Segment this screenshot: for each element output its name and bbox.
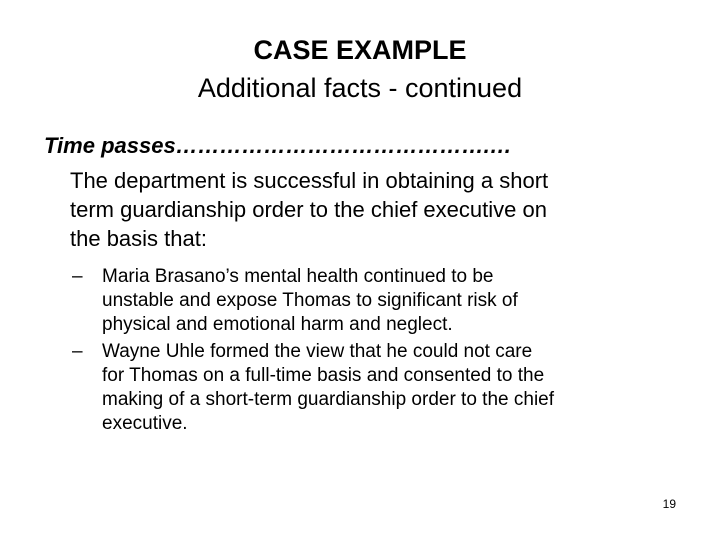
bullet-line: unstable and expose Thomas to significant risk of [102, 290, 518, 311]
page-number: 19 [662, 497, 676, 511]
lead-text: Time passes…………………………………….… [44, 133, 512, 158]
slide-subtitle: Additional facts - continued [197, 73, 523, 103]
bullet-line: physical and emotional harm and neglect. [102, 314, 453, 335]
bullet-item [72, 265, 692, 337]
bullet-line: making of a short-term guardianship order to the chief [102, 389, 555, 410]
paragraph-line: The department is successful in obtaining a short [70, 168, 549, 193]
bullet-line: Maria Brasano’s mental health continued to be [102, 266, 494, 287]
bullet-item [72, 340, 692, 436]
bullet-list [72, 265, 692, 439]
bullet-line: for Thomas on a full-time basis and consented to the [102, 365, 545, 386]
paragraph-line: term guardianship order to the chief executive on [70, 197, 547, 222]
slide-title: CASE EXAMPLE [253, 35, 467, 65]
body-paragraph [70, 166, 690, 253]
bullet-line: executive. [102, 413, 188, 434]
bullet-dash: – [72, 341, 83, 362]
paragraph-line: the basis that: [70, 226, 207, 251]
bullet-dash: – [72, 266, 83, 287]
bullet-line: Wayne Uhle formed the view that he could not care [102, 341, 533, 362]
